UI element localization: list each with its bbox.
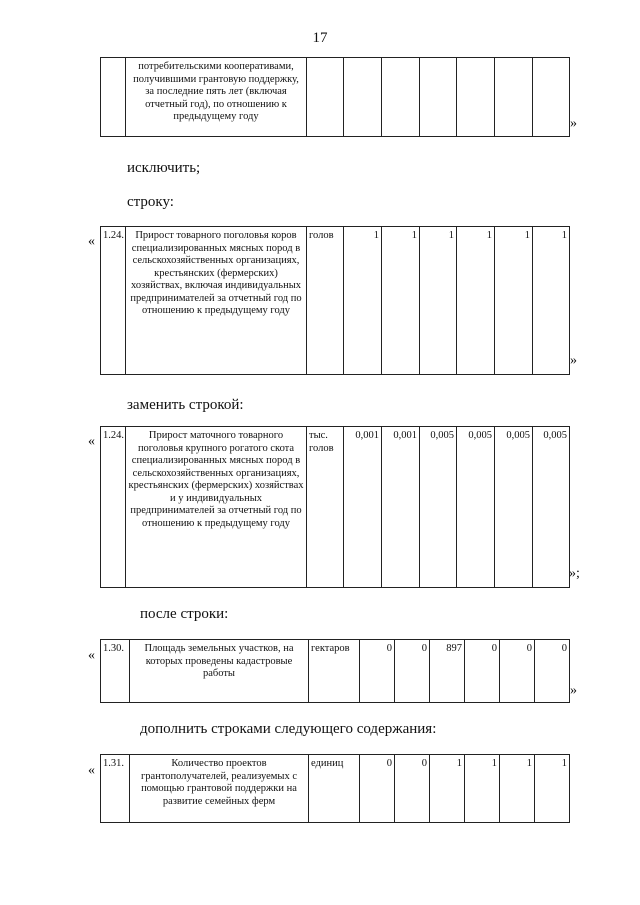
row-number: 1.24. bbox=[101, 227, 126, 375]
row-value: 0 bbox=[360, 755, 395, 823]
row-number: 1.30. bbox=[101, 640, 130, 703]
row-value: 0 bbox=[465, 640, 500, 703]
close-quote: » bbox=[570, 116, 577, 131]
row-value: 1 bbox=[430, 755, 465, 823]
row-value: 0,001 bbox=[382, 427, 420, 588]
row-unit: голов bbox=[307, 227, 344, 375]
open-quote: « bbox=[88, 648, 95, 663]
instruction-replace: заменить строкой: bbox=[127, 397, 244, 413]
row-value: 0,005 bbox=[457, 427, 495, 588]
close-quote: »; bbox=[569, 566, 580, 581]
table-cell-empty bbox=[382, 58, 420, 137]
row-value: 0 bbox=[395, 755, 430, 823]
table-cell-empty bbox=[457, 58, 495, 137]
row-value: 1 bbox=[533, 227, 570, 375]
table-cell-empty bbox=[533, 58, 570, 137]
page-number: 17 bbox=[312, 30, 328, 46]
row-value: 0,005 bbox=[420, 427, 457, 588]
row-name: Площадь земельных участков, на которых проведены кадастровые работы bbox=[130, 640, 309, 703]
close-quote: » bbox=[570, 353, 577, 368]
row-value: 1 bbox=[344, 227, 382, 375]
open-quote: « bbox=[88, 763, 95, 778]
table-continuation bbox=[100, 57, 570, 137]
instruction-exclude: исключить; bbox=[127, 160, 201, 176]
row-unit: гектаров bbox=[309, 640, 360, 703]
close-quote: » bbox=[570, 683, 577, 698]
instruction-add: дополнить строками следующего содержания: bbox=[140, 721, 437, 737]
row-number: 1.24. bbox=[101, 427, 126, 588]
row-unit: тыс. голов bbox=[307, 427, 344, 588]
row-value: 1 bbox=[495, 227, 533, 375]
row-value: 0 bbox=[535, 640, 570, 703]
table-cell-empty bbox=[420, 58, 457, 137]
row-name: Прирост маточного товарного поголовья крупного рогатого скота специализированных мясных пород в сельскохозяйственных организациях, крестьянских (фермерских) хозяйствах и у индивидуальных предпринимателей за отчетный год по отношению к предыдущему году bbox=[126, 427, 307, 588]
row-name: Прирост товарного поголовья коров специализированных мясных пород в сельскохозяйственных организациях, крестьянских (фермерских) хозяйствах, включая индивидуальных предпринимателей за отчетный год по отношению к предыдущему году bbox=[126, 227, 307, 375]
row-value: 0,005 bbox=[495, 427, 533, 588]
row-value: 1 bbox=[457, 227, 495, 375]
open-quote: « bbox=[88, 434, 95, 449]
row-unit: единиц bbox=[309, 755, 360, 823]
instruction-after: после строки: bbox=[140, 606, 229, 622]
instruction-row: строку: bbox=[127, 194, 174, 210]
row-value: 0 bbox=[395, 640, 430, 703]
row-value: 1 bbox=[465, 755, 500, 823]
table-row-130 bbox=[100, 639, 570, 703]
table-cell-empty bbox=[101, 58, 126, 137]
table-row-new bbox=[100, 426, 570, 588]
row-name: потребительскими кооперативами, получившими грантовую поддержку, за последние пять лет (включая отчетный год), по отношению к предыдущему году bbox=[126, 58, 307, 137]
table-cell-empty bbox=[307, 58, 344, 137]
row-name: Количество проектов грантополучателей, реализуемых с помощью грантовой поддержки на развитие семейных ферм bbox=[130, 755, 309, 823]
row-value: 897 bbox=[430, 640, 465, 703]
table-cell-empty bbox=[495, 58, 533, 137]
row-value: 0 bbox=[360, 640, 395, 703]
row-value: 1 bbox=[500, 755, 535, 823]
row-value: 0,005 bbox=[533, 427, 570, 588]
row-number: 1.31. bbox=[101, 755, 130, 823]
row-value: 1 bbox=[420, 227, 457, 375]
table-row-old bbox=[100, 226, 570, 375]
row-value: 1 bbox=[535, 755, 570, 823]
row-value: 1 bbox=[382, 227, 420, 375]
open-quote: « bbox=[88, 234, 95, 249]
table-row-131 bbox=[100, 754, 570, 823]
row-value: 0,001 bbox=[344, 427, 382, 588]
table-cell-empty bbox=[344, 58, 382, 137]
row-value: 0 bbox=[500, 640, 535, 703]
